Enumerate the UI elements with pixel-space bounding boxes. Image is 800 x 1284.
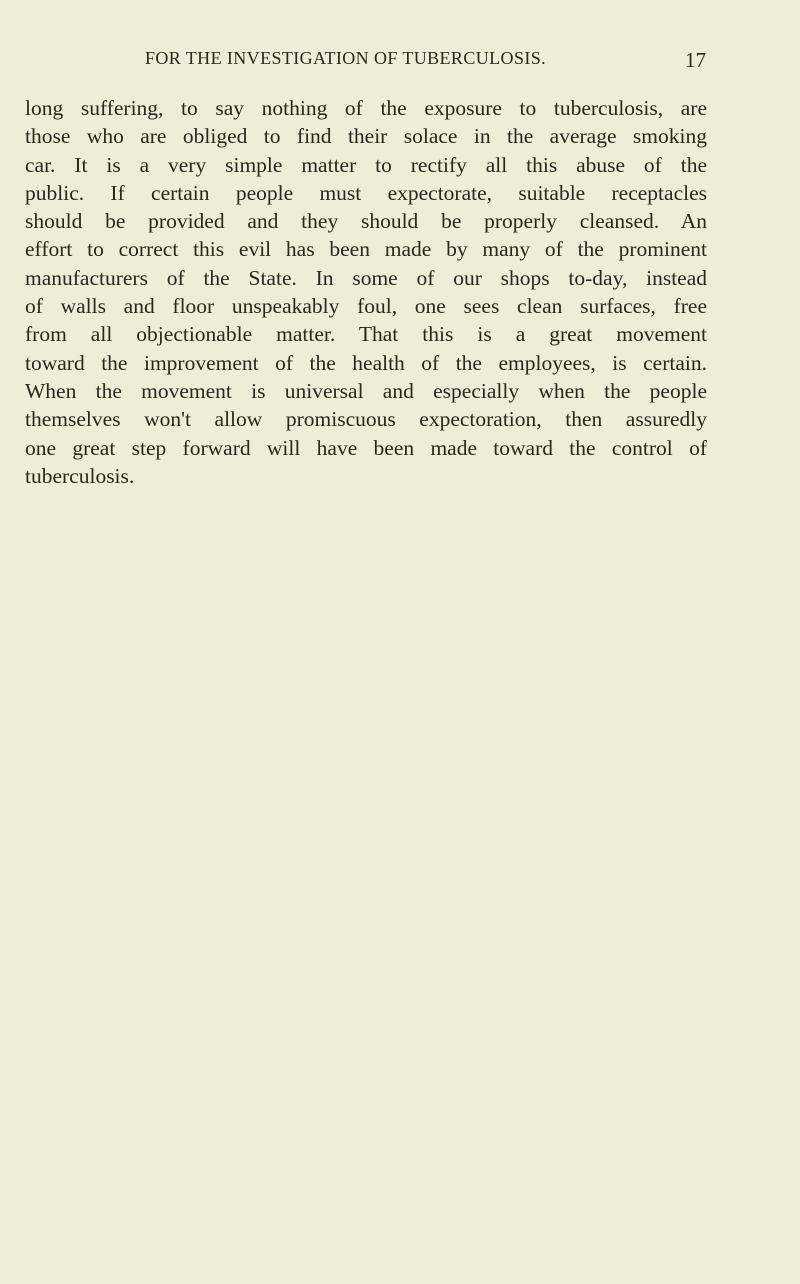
- running-title: FOR THE INVESTIGATION OF TUBERCULOSIS.: [145, 48, 547, 68]
- text-line: When the movement is universal and especially when the people: [25, 378, 707, 403]
- running-head: [32, 48, 706, 80]
- body-paragraph: [25, 94, 707, 490]
- text-line: themselves won't allow promiscuous expectoration, then assuredly: [25, 407, 707, 432]
- text-line: should be provided and they should be properly cleansed. An: [25, 209, 707, 234]
- text-line: long suffering, to say nothing of the exposure to tuberculosis, are: [25, 96, 707, 120]
- page-number: 17: [685, 48, 706, 72]
- text-line: car. It is a very simple matter to rectify all this abuse of the: [25, 152, 707, 177]
- text-line: toward the improvement of the health of the employees, is certain.: [25, 350, 707, 375]
- text-line: effort to correct this evil has been made by many of the prominent: [25, 237, 707, 262]
- text-line: those who are obliged to find their solace in the average smoking: [25, 124, 707, 149]
- text-line: one great step forward will have been made toward the control of: [25, 435, 707, 460]
- text-line: of walls and floor unspeakably foul, one sees clean surfaces, free: [25, 294, 707, 319]
- text-line: manufacturers of the State. In some of our shops to-day, instead: [25, 265, 707, 290]
- text-line: from all objectionable matter. That this is a great movement: [25, 322, 707, 347]
- text-line: public. If certain people must expectorate, suitable receptacles: [25, 180, 707, 205]
- text-line: tuberculosis.: [25, 463, 135, 488]
